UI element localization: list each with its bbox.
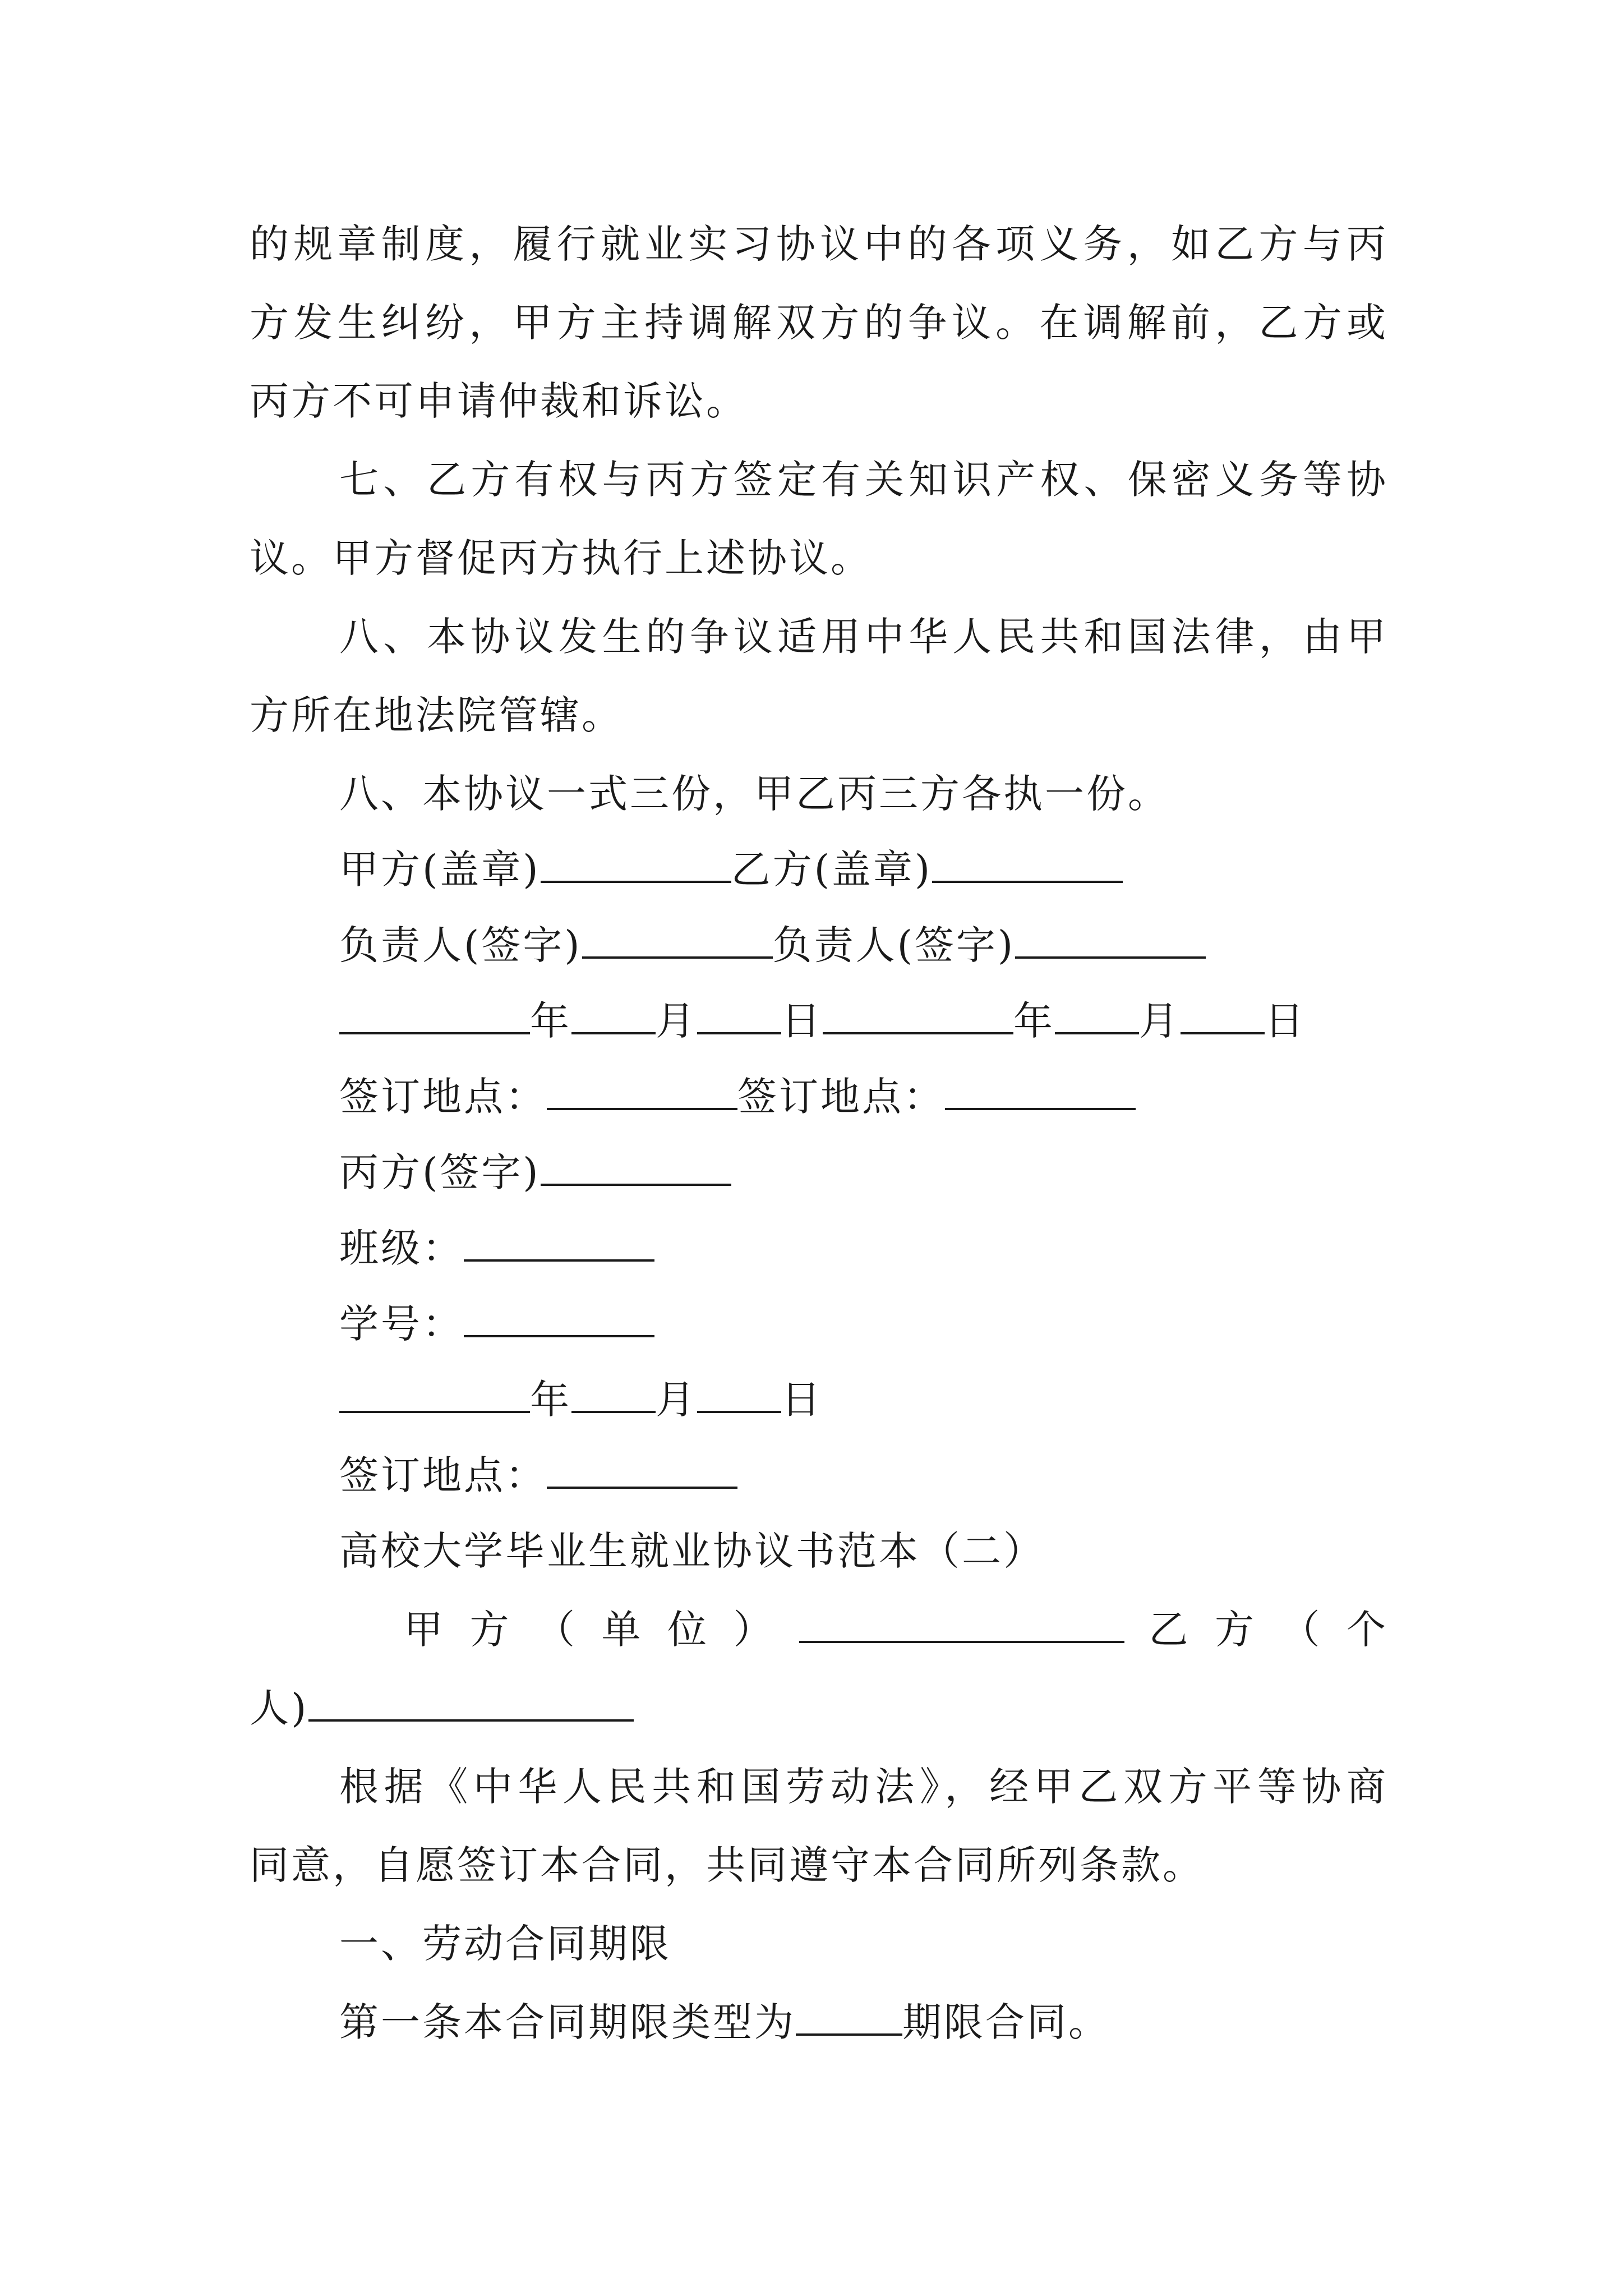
responsible-sign-a-label: 负责人(签字) bbox=[339, 922, 582, 968]
party-c-sign-label: 丙方(签字) bbox=[339, 1149, 541, 1195]
day-label: 日 bbox=[781, 998, 823, 1044]
year-label: 年 bbox=[530, 998, 571, 1044]
class-row bbox=[339, 1220, 1388, 1276]
party-a-char: ） bbox=[733, 1607, 775, 1653]
seal-row bbox=[339, 841, 1388, 898]
party-c-sign-row bbox=[339, 1144, 1388, 1200]
day-label: 日 bbox=[781, 1377, 823, 1423]
party-a-char: 方 bbox=[469, 1607, 511, 1653]
party-b-tail: 人) bbox=[250, 1685, 309, 1731]
party-a-char: （ bbox=[536, 1607, 577, 1653]
year-label: 年 bbox=[530, 1377, 571, 1423]
party-b-char: 乙 bbox=[1149, 1607, 1191, 1653]
responsible-sign-b-blank[interactable] bbox=[1015, 921, 1206, 959]
party-b-person-blank[interactable] bbox=[308, 1683, 634, 1722]
article-one-prefix: 第一条本合同期限类型为 bbox=[339, 1999, 796, 2045]
party-a-unit-blank[interactable] bbox=[799, 1605, 1124, 1643]
year-label: 年 bbox=[1013, 998, 1055, 1044]
party-b-char: （ bbox=[1280, 1607, 1322, 1653]
month-blank[interactable] bbox=[1055, 996, 1139, 1034]
party-a-char: 甲 bbox=[404, 1607, 445, 1653]
sign-place-a-label: 签订地点： bbox=[339, 1074, 547, 1120]
sign-place-row-c bbox=[339, 1447, 1388, 1503]
clause-eight-copies: 八、本协议一式三份，甲乙丙三方各执一份。 bbox=[339, 771, 1169, 817]
student-id-label: 学号： bbox=[339, 1301, 464, 1347]
class-label: 班级： bbox=[339, 1225, 464, 1271]
party-b-row bbox=[250, 1680, 1388, 1736]
year-blank[interactable] bbox=[339, 996, 530, 1034]
month-blank[interactable] bbox=[571, 1375, 656, 1413]
article-one bbox=[339, 1994, 1388, 2050]
clause-seven: 七、乙方有权与丙方签定有关知识产权、保密义务等协 bbox=[339, 457, 1388, 503]
clause-eight: 八、本协议发生的争议适用中华人民共和国法律，由甲 bbox=[339, 614, 1388, 660]
day-blank[interactable] bbox=[697, 1375, 781, 1413]
party-a-char: 位 bbox=[667, 1607, 709, 1653]
party-a-char: 单 bbox=[601, 1607, 643, 1653]
date-row-c bbox=[339, 1372, 1388, 1428]
paragraph-line: 同意，自愿签订本合同，共同遵守本合同所列条款。 bbox=[250, 1842, 1204, 1888]
party-b-seal-blank[interactable] bbox=[932, 845, 1123, 883]
sign-place-c-label: 签订地点： bbox=[339, 1452, 547, 1498]
month-label: 月 bbox=[656, 998, 697, 1044]
responsible-sign-b-label: 负责人(签字) bbox=[772, 922, 1016, 968]
month-blank[interactable] bbox=[571, 996, 656, 1034]
paragraph-line: 议。甲方督促丙方执行上述协议。 bbox=[250, 535, 872, 581]
parties-row bbox=[404, 1602, 1388, 1658]
party-a-seal-label: 甲方(盖章) bbox=[339, 846, 541, 892]
class-blank[interactable] bbox=[464, 1223, 654, 1262]
party-b-seal-label: 乙方(盖章) bbox=[731, 846, 933, 892]
party-b-char: 方 bbox=[1215, 1607, 1256, 1653]
sign-place-b-label: 签订地点： bbox=[737, 1074, 945, 1120]
paragraph-line: 方发生纠纷，甲方主持调解双方的争议。在调解前，乙方或 bbox=[250, 300, 1388, 346]
date-row-ab bbox=[339, 993, 1388, 1049]
article-one-suffix: 期限合同。 bbox=[902, 1999, 1110, 2045]
paragraph-line: 方所在地法院管辖。 bbox=[250, 692, 623, 738]
sign-place-row-ab bbox=[339, 1069, 1388, 1125]
student-id-blank[interactable] bbox=[464, 1299, 654, 1337]
sign-place-a-blank[interactable] bbox=[547, 1072, 737, 1110]
party-a-seal-blank[interactable] bbox=[541, 845, 731, 883]
day-label: 日 bbox=[1265, 998, 1306, 1044]
year-blank[interactable] bbox=[823, 996, 1013, 1034]
paragraph-line: 丙方不可申请仲裁和诉讼。 bbox=[250, 378, 748, 424]
sign-place-b-blank[interactable] bbox=[945, 1072, 1136, 1110]
day-blank[interactable] bbox=[1181, 996, 1265, 1034]
section-heading: 高校大学毕业生就业协议书范本（二） bbox=[339, 1528, 1045, 1574]
contract-type-blank[interactable] bbox=[796, 1998, 902, 2036]
responsible-sign-a-blank[interactable] bbox=[582, 921, 773, 959]
paragraph-line: 的规章制度，履行就业实习协议中的各项义务，如乙方与丙 bbox=[250, 221, 1388, 267]
party-c-sign-blank[interactable] bbox=[541, 1148, 731, 1186]
intro-paragraph: 根据《中华人民共和国劳动法》，经甲乙双方平等协商 bbox=[339, 1764, 1388, 1810]
day-blank[interactable] bbox=[697, 996, 781, 1034]
item-one-heading: 一、劳动合同期限 bbox=[339, 1921, 671, 1967]
year-blank[interactable] bbox=[339, 1375, 530, 1413]
sign-place-c-blank[interactable] bbox=[547, 1451, 737, 1489]
responsible-sign-row bbox=[339, 917, 1388, 973]
month-label: 月 bbox=[656, 1377, 697, 1423]
party-b-char: 个 bbox=[1347, 1607, 1388, 1653]
month-label: 月 bbox=[1139, 998, 1181, 1044]
student-id-row bbox=[339, 1296, 1388, 1352]
